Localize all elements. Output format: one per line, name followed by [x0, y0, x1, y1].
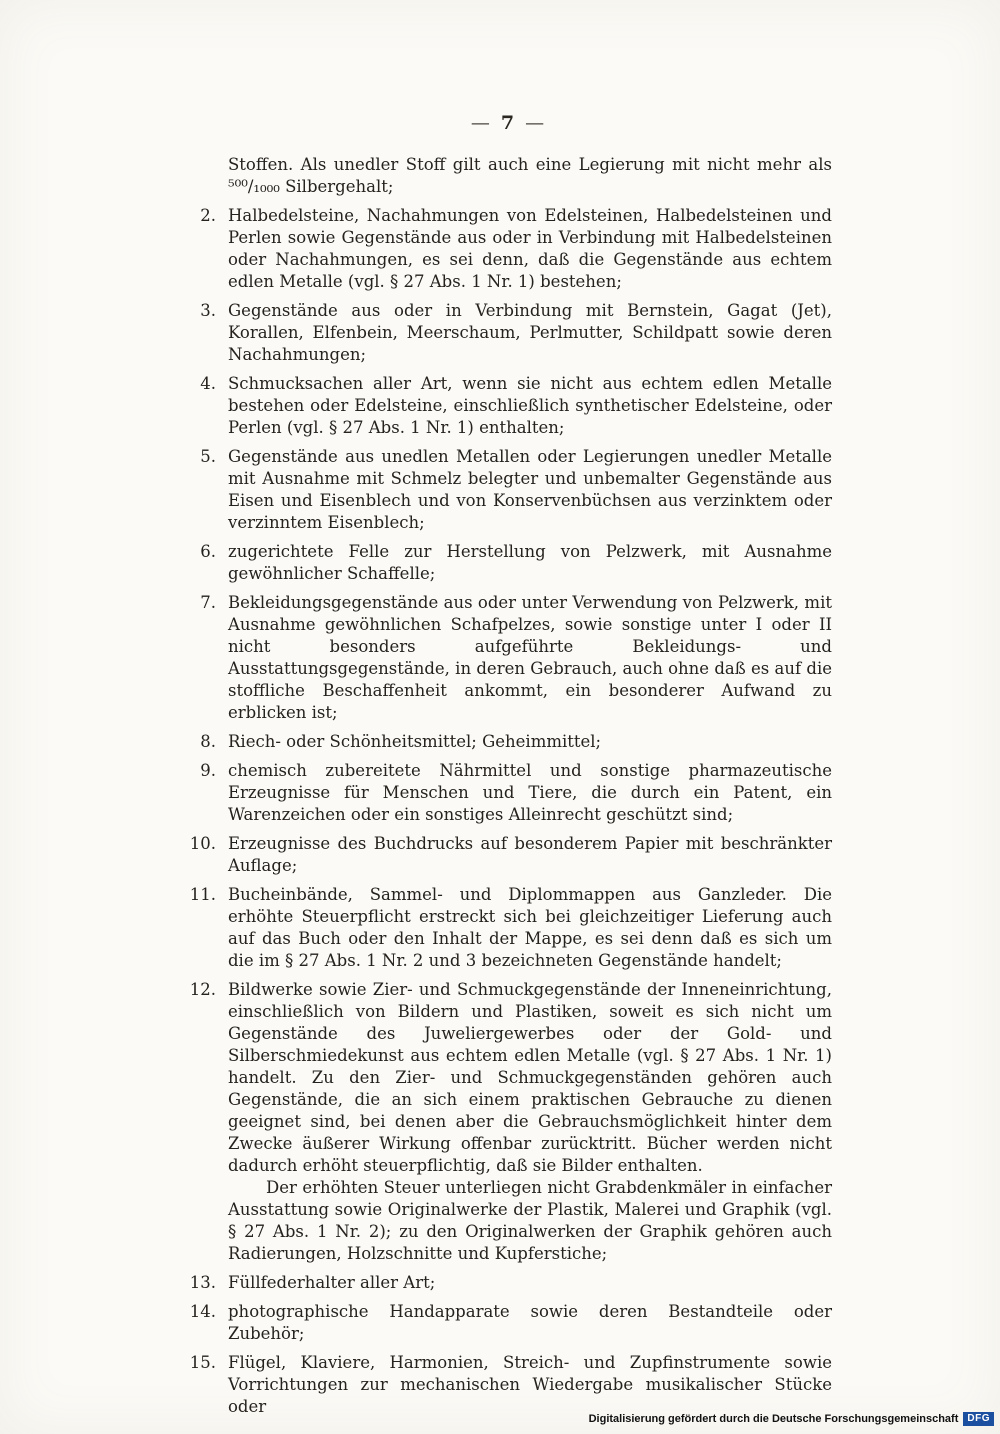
item-text: Gegenstände aus oder in Verbindung mit Bernstein, Gagat (Jet), Korallen, Elfenbein, Meerschaum, Perlmutter, Schildpatt sowie deren Nachahmungen; — [228, 301, 832, 364]
item-number: 4. — [200, 374, 216, 393]
page-number — [184, 112, 832, 134]
item-text: Bucheinbände, Sammel- und Diplommappen aus Ganzleder. Die erhöhte Steuerpflicht erstreckt sich bei gleichzeitiger Lieferung auch auf das Buch oder den Inhalt der Mappe, es sei denn daß es sich um die im § 27 Abs. 1 Nr. 2 und 3 bezeichneten Gegenstände handelt; — [228, 885, 832, 970]
item-text: Bildwerke sowie Zier- und Schmuckgegenstände der Inneneinrichtung, einschließlich von Bildern und Plastiken, soweit es sich nicht um Gegenstände des Juweliergewerbes oder der Gold- und Silberschmiedekunst aus echtem edlen Metalle (vgl. § 27 Abs. 1 Nr. 1) handelt. Zu den Zier- und Schmuckgegenständen gehören auch Gegenstände, die an sich einem praktischen Gebrauche zu dienen geeignet sind, bei denen aber die Gebrauchsmöglichkeit hinter dem Zwecke äußerer Wirkung offenbar zurücktritt. Bücher werden nicht dadurch erhöht steuerpflichtig, daß sie Bilder enthalten. — [228, 980, 832, 1175]
item-number: 7. — [200, 593, 216, 612]
list-item-3 — [184, 300, 832, 366]
list-item-10 — [184, 833, 832, 877]
footer-text: Digitalisierung gefördert durch die Deutsche Forschungsgemeinschaft — [588, 1413, 959, 1425]
item-text: zugerichtete Felle zur Herstellung von Pelzwerk, mit Ausnahme gewöhnlicher Schaffelle; — [228, 542, 832, 583]
list-item-5 — [184, 446, 832, 534]
list-item-8 — [184, 731, 832, 753]
list-item-9 — [184, 760, 832, 826]
item-text: Halbedelsteine, Nachahmungen von Edelsteinen, Halbedelsteinen und Perlen sowie Gegenstände aus oder in Verbindung mit Halbedelsteinen oder Nachahmungen, es sei denn, daß die Gegenstände aus echtem edlen Metalle (vgl. § 27 Abs. 1 Nr. 1) bestehen; — [228, 206, 832, 291]
page-number-value: 7 — [500, 112, 516, 134]
item-number: 3. — [200, 301, 216, 320]
item-text: Bekleidungsgegenstände aus oder unter Verwendung von Pelzwerk, mit Ausnahme gewöhnlichen Schafpelzes, sowie sonstige unter I oder II nicht besonders aufgeführte Bekleidungs- und Ausstattungsgegenstände, in deren Gebrauch, auch ohne daß es auf die stoffliche Beschaffenheit ankommt, ein besonderer Aufwand zu erblicken ist; — [228, 593, 832, 722]
item-number: 12. — [189, 980, 216, 999]
item-text: Riech- oder Schönheitsmittel; Geheimmittel; — [228, 732, 602, 751]
page-content — [184, 112, 832, 1418]
list-item-11 — [184, 884, 832, 972]
list-item-12 — [184, 979, 832, 1265]
list-item-4 — [184, 373, 832, 439]
item-text: chemisch zubereitete Nährmittel und sonstige pharmazeutische Erzeugnisse für Menschen und Tiere, die durch ein Patent, ein Warenzeichen oder ein sonstiges Alleinrecht geschützt sind; — [228, 761, 832, 824]
item-text: Gegenstände aus unedlen Metallen oder Legierungen unedler Metalle mit Ausnahme mit Schmelz belegter und unbemalter Gegenstände aus Eisen und Eisenblech und von Konservenbüchsen aus verzinktem oder verzinntem Eisenblech; — [228, 447, 832, 532]
item-number: 5. — [200, 447, 216, 466]
item-number: 2. — [200, 206, 216, 225]
list-item-14 — [184, 1301, 832, 1345]
item-number: 14. — [189, 1302, 216, 1321]
item-text: Füllfederhalter aller Art; — [228, 1273, 436, 1292]
item-text: Schmucksachen aller Art, wenn sie nicht aus echtem edlen Metalle bestehen oder Edelsteine, einschließlich synthetischer Edelsteine, oder Perlen (vgl. § 27 Abs. 1 Nr. 1) enthalten; — [228, 374, 832, 437]
item-number: 8. — [200, 732, 216, 751]
paragraph-continuation: Stoffen. Als unedler Stoff gilt auch eine Legierung mit nicht mehr als ⁵⁰⁰/₁₀₀₀ Silbergehalt; — [228, 155, 832, 196]
item-number: 6. — [200, 542, 216, 561]
list-item-7 — [184, 592, 832, 724]
item-text: photographische Handapparate sowie deren Bestandteile oder Zubehör; — [228, 1302, 832, 1343]
page-number-dash-left: — — [470, 112, 491, 134]
item-number: 10. — [189, 834, 216, 853]
list-item-2 — [184, 205, 832, 293]
page-number-dash-right: — — [525, 112, 546, 134]
item-text: Erzeugnisse des Buchdrucks auf besonderem Papier mit beschränkter Auflage; — [228, 834, 832, 875]
item-number: 15. — [189, 1353, 216, 1372]
digitization-footer — [589, 1412, 994, 1426]
list-item-6 — [184, 541, 832, 585]
dfg-logo: DFG — [963, 1412, 994, 1426]
item-text: Flügel, Klaviere, Harmonien, Streich- und Zupfinstrumente sowie Vorrichtungen zur mechanischen Wiedergabe musikalischer Stücke oder — [228, 1353, 832, 1416]
list-item-15 — [184, 1352, 832, 1418]
list-item-13 — [184, 1272, 832, 1294]
item-number: 11. — [189, 885, 216, 904]
item-text-paragraph-2: Der erhöhten Steuer unterliegen nicht Grabdenkmäler in einfacher Ausstattung sowie Originalwerke der Plastik, Malerei und Graphik (vgl. § 27 Abs. 1 Nr. 2); zu den Originalwerken der Graphik gehören auch Radierungen, Holzschnitte und Kupferstiche; — [228, 1178, 832, 1263]
item-number: 13. — [189, 1273, 216, 1292]
item-number: 9. — [200, 761, 216, 780]
